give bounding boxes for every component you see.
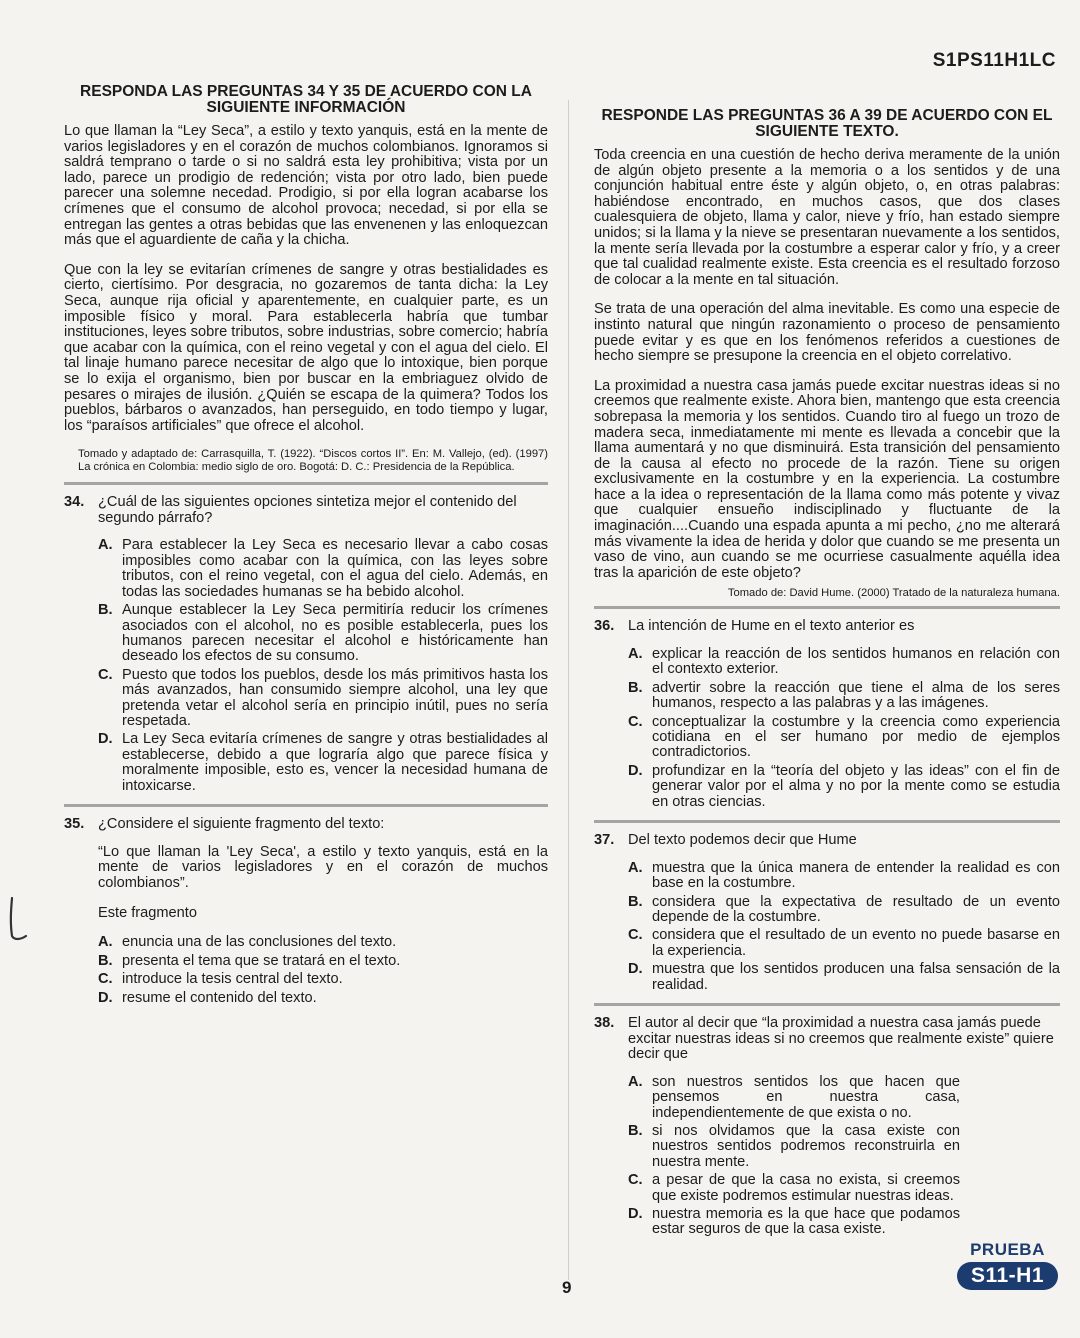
reading-paragraph-3: La proximidad a nuestra casa jamás puede excitar nuestras ideas si no creemos que realmente existe. Ahora bien, mantengo que esta creencia sobrepasa la memoria y los sentidos. Cuando tiro al fuego un trozo de madera seca, inmediatamente mi mente es llevada a concebir que la llama aumentará y no que disminuirá. Esta transición del pensamiento de la causa al efecto no procede de la razón. Tiene su origen exclusivamente en la costumbre y en la experiencia. La costumbre hace a la idea o representación de la llama como más potente y vivaz que cualquier ensueño indisciplinado y fluctuante de la imaginación....Cuando una espada apunta a mi pecho, ¿no me alterará más vivamente la idea de herida y dolor que cuando se me presenta un vaso de vino, aun cuando se me ocurriese casualmente aquélla idea tras la aparición de este objeto?	[594, 377, 1060, 581]
question-text: Del texto podemos decir que Hume	[628, 832, 857, 849]
question-36-options	[628, 647, 1060, 810]
question-34	[64, 495, 548, 526]
test-brand	[957, 1240, 1058, 1290]
option-a[interactable]: A. enuncia una de las conclusiones del texto.	[98, 934, 397, 951]
divider	[594, 606, 1060, 609]
option-d[interactable]: D. nuestra memoria es la que hace que podamos estar seguros de que la casa existe.	[628, 1205, 960, 1238]
reading-source: Tomado de: David Hume. (2000) Tratado de la naturaleza humana.	[727, 587, 1060, 600]
question-text: ¿Cuál de las siguientes opciones sintetiza mejor el contenido del segundo párrafo?	[98, 494, 517, 526]
handwritten-mark	[4, 896, 30, 946]
divider	[64, 804, 548, 807]
question-38-options	[628, 1075, 960, 1238]
option-b[interactable]: B. considera que la expectativa de resultado de un evento depende de la costumbre.	[628, 893, 1060, 925]
section-heading-36-39: RESPONDE LAS PREGUNTAS 36 A 39 DE ACUERDO CON EL SIGUIENTE TEXTO.	[601, 107, 1053, 140]
option-d[interactable]: D. La Ley Seca evitaría crímenes de sangre y otras bestialidades al establecerse, debido a que lograría algo que parece física y moralmente imposible, esto es, vencer la necesidad humana de intoxicarse.	[98, 731, 548, 794]
option-c[interactable]: C. introduce la tesis central del texto.	[98, 971, 343, 988]
question-text: El autor al decir que “la proximidad a nuestra casa jamás puede excitar nuestras ideas si no creemos que realmente existe” quiere decir que	[628, 1014, 1054, 1063]
reading-source: Tomado y adaptado de: Carrasquilla, T. (1922). “Discos cortos II”. En: M. Vallejo, (ed). (1997) La crónica en Colombia: medio siglo de oro. Bogotá: D. C.: Presidencia de la República.	[78, 448, 548, 474]
question-number: 38.	[594, 1014, 615, 1031]
question-35-stem: Este fragmento	[98, 905, 197, 922]
question-36	[594, 619, 1060, 635]
left-column	[64, 84, 548, 1016]
question-37	[594, 833, 1060, 849]
option-c[interactable]: C. a pesar de que la casa no exista, si creemos que existe podremos estimular nuestras ideas.	[628, 1172, 960, 1204]
option-a[interactable]: A. Para establecer la Ley Seca es necesario llevar a cabo cosas imposibles como acabar con la química, con las leyes sobre tributos, con el reino vegetal, con el agua del cielo. Además, en todas las sociedades humanas se ha bebido alcohol.	[98, 537, 548, 600]
divider	[594, 1003, 1060, 1006]
option-a[interactable]: A. son nuestros sentidos los que hacen que pensemos en nuestra casa, independientemente de que exista o no.	[628, 1073, 960, 1121]
reading-paragraph-1: Lo que llaman la “Ley Seca”, a estilo y texto yanquis, está en la mente de varios legisladores y en el corazón de muchos colombianos. Ignoramos si saldrá temprano o tarde o si no saldrá esta ley prohibitiva; vista por un lado, parece un prodigio de redención; vista por otro lado, bien puede parecer una solemne necedad. Prodigio, si por ella logran acabarse los crímenes que el consumo de alcohol provoca; necedad, si por ella se entregan las gentes a otras bebidas que las envenenen y las enloquezcan más que el aguardiente de caña y la chicha.	[64, 123, 548, 249]
page-number: 9	[562, 1278, 572, 1297]
question-34-options	[98, 538, 548, 794]
brand-label: PRUEBA	[970, 1240, 1045, 1259]
option-a[interactable]: A. muestra que la única manera de entender la realidad es con base en la costumbre.	[628, 859, 1060, 892]
question-number: 36.	[594, 618, 615, 635]
reading-paragraph-1: Toda creencia en una cuestión de hecho deriva meramente de la unión de algún objeto presente a la memoria o a los sentidos y de una conjunción habitual entre éste y algún objeto, o, en otras palabras: habiéndose encontrado, en muchos casos, que dos clases cualesquiera de objeto, llama y calor, nieve y frío, han estado siempre unidos; si la llama y la nieve se presentaran nuevamente a los sentidos, la mente sería llevada por la costumbre a esperar calor y frío, y a creer que tal cualidad realmente existe. Esta creencia es el resultado forzoso de colocar a la mente en tal situación.	[594, 147, 1060, 288]
question-35-options	[98, 935, 548, 1006]
question-number: 37.	[594, 832, 615, 849]
option-c[interactable]: C. considera que el resultado de un evento no puede basarse en la experiencia.	[628, 927, 1060, 959]
option-b[interactable]: B. si nos olvidamos que la casa existe con nuestros sentidos podremos reconstruirla en nuestra mente.	[628, 1122, 960, 1170]
question-number: 35.	[64, 815, 85, 832]
question-number: 34.	[64, 494, 85, 511]
document-code: S1PS11H1LC	[932, 50, 1056, 71]
option-b[interactable]: B. Aunque establecer la Ley Seca permitiría reducir los crímenes asociados con el alcohol, no es posible establecerla, pues los humanos parecen necesitar el alcohol e históricamente han deseado los efectos de su consumo.	[98, 602, 548, 665]
brand-badge: S11-H1	[957, 1262, 1058, 1290]
reading-paragraph-2: Se trata de una operación del alma inevitable. Es como una especie de instinto natural que ningún razonamiento o proceso de pensamiento puede evitar y es que en los fenómenos referidos a cuestiones de hecho siempre se presupone la creencia en el objeto correlativo.	[594, 301, 1060, 365]
right-column	[594, 108, 1060, 1248]
option-a[interactable]: A. explicar la reacción de los sentidos humanos en relación con el contexto exterior.	[628, 646, 1060, 678]
column-divider	[568, 100, 569, 1280]
option-d[interactable]: D. muestra que los sentidos producen una falsa sensación de la realidad.	[628, 961, 1060, 993]
question-38	[594, 1016, 1060, 1063]
option-d[interactable]: D. resume el contenido del texto.	[98, 989, 317, 1006]
option-c[interactable]: C. conceptualizar la costumbre y la creencia como experiencia cotidiana en el ser humano por medio de ejemplos contradictorios.	[628, 713, 1060, 761]
reading-paragraph-2: Que con la ley se evitarían crímenes de sangre y otras bestialidades es cierto, ciertísimo. Por desgracia, no gozaremos de tanta dicha: la Ley Seca, aunque rija oficial y aparentemente, en cualquier parte, es un imposible físico y moral. Para establecerla habría que tumbar instituciones, leyes sobre tributos, sobre industrias, sobre comercio; habría que acabar con la química, con el reino vegetal y con el agua del cielo. El tal linaje humano parece necesitar de algo que lo intoxique, bien porque se lo exija el organismo, bien por buscar en la embriaguez olvido de pesares o mirajes de ilusión. ¿Quién se escapa de la quimera? Todos los pueblos, bárbaros o avanzados, han perseguido, en todo tiempo y lugar, los “paraísos artificiales” que ofrece el alcohol.	[64, 261, 548, 434]
question-35-quote: “Lo que llaman la 'Ley Seca', a estilo y texto yanquis, está en la mente de varios legisladores y en el corazón de muchos colombianos”.	[98, 843, 548, 891]
question-text: ¿Considere el siguiente fragmento del texto:	[98, 815, 385, 832]
option-d[interactable]: D. profundizar en la “teoría del objeto y las ideas” con el fin de generar valor por el alma y no por la mente como se estudia en otras ciencias.	[628, 762, 1060, 810]
option-b[interactable]: B. advertir sobre la reacción que tiene el alma de los seres humanos, respecto a las palabras y a las imágenes.	[628, 679, 1060, 712]
question-text: La intención de Hume en el texto anterior es	[628, 618, 915, 635]
option-b[interactable]: B. presenta el tema que se tratará en el texto.	[98, 952, 401, 969]
divider	[64, 482, 548, 485]
question-37-options	[628, 861, 1060, 993]
option-c[interactable]: C. Puesto que todos los pueblos, desde los más primitivos hasta los más avanzados, han consumido siempre alcohol, una ley que pretenda vetar el alcohol sería en principio inútil, pues no sería respetada.	[98, 666, 548, 729]
question-35	[64, 817, 548, 833]
divider	[594, 820, 1060, 823]
section-heading-34-35: RESPONDA LAS PREGUNTAS 34 Y 35 DE ACUERDO CON LA SIGUIENTE INFORMACIÓN	[80, 83, 532, 116]
